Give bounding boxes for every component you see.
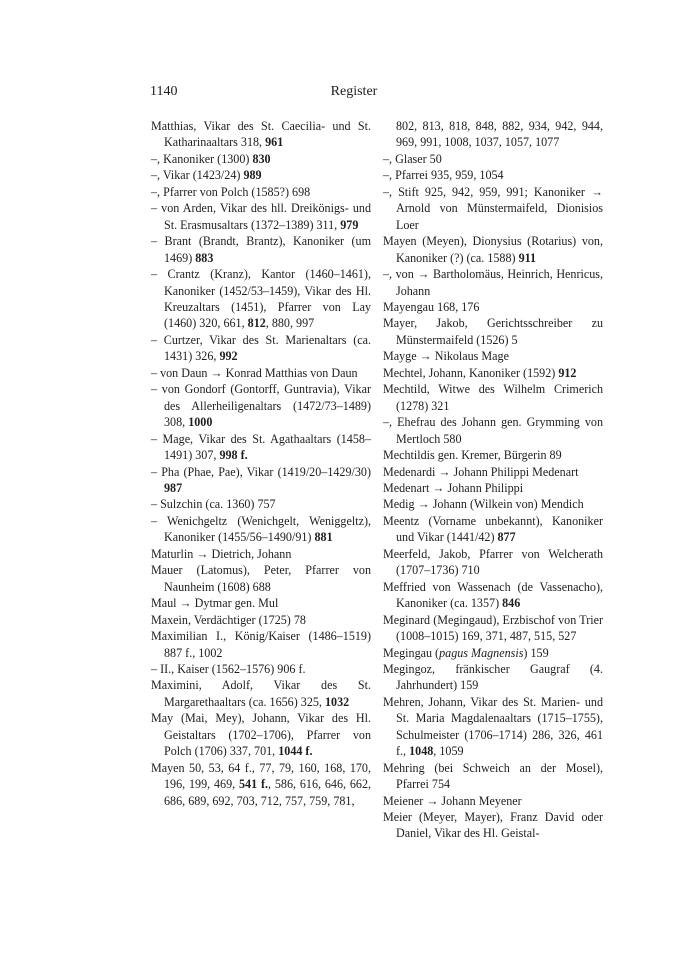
index-entry: –, Vikar (1423/24) 989 (151, 168, 262, 183)
index-entry: Matthias, Vikar des St. Caecilia- und St. Katharinaaltars 318, 961 (151, 119, 371, 150)
index-entry: – von Arden, Vikar des hll. Dreikönigs- und St. Erasmusaltars (1372–1389) 311, 979 (151, 201, 371, 232)
index-entry: – Sulzchin (ca. 1360) 757 (151, 497, 276, 512)
index-entry: Megingau (pagus Magnensis) 159 (383, 645, 549, 660)
index-entry: Medig → Johann (Wilkein von) Mendich (383, 497, 584, 512)
index-entry: – Wenichgeltz (Wenichgelt, Weniggeltz), Kanoniker (1455/56–1490/91) 881 (151, 513, 371, 545)
index-entry: Mehren, Johann, Vikar des St. Marien- und St. Maria Magdalenaaltars (1715–1755), Schulmeister (1706–1714) 286, 326, 461 f., 1048, 1059 (383, 694, 603, 759)
index-entry: Mauer (Latomus), Peter, Pfarrer von Naunheim (1608) 688 (151, 563, 371, 594)
index-entry: Meffried von Wassenach (de Vassenacho), Kanoniker (ca. 1357) 846 (383, 579, 603, 611)
index-entry: – von Gondorf (Gontorff, Guntravia), Vikar des Allerheiligenaltars (1472/73–1489) 308, 1000 (151, 382, 371, 430)
index-entry: May (Mai, Mey), Johann, Vikar des Hl. Geistaltars (1702–1706), Pfarrer von Polch (1706) 337, 701, 1044 f. (151, 711, 371, 759)
index-entry: Mayen (Meyen), Dionysius (Rotarius) von, Kanoniker (?) (ca. 1588) 911 (383, 234, 603, 265)
index-entry: – Brant (Brandt, Brantz), Kanoniker (um 1469) 883 (151, 234, 371, 265)
index-entry: Mechtildis gen. Kremer, Bürgerin 89 (383, 448, 562, 463)
page-header (138, 84, 570, 104)
index-entry: Mechtild, Witwe des Wilhelm Crimerich (1278) 321 (383, 382, 603, 413)
index-entry: – von Daun → Konrad Matthias von Daun (151, 365, 358, 380)
index-entry: Maximilian I., König/Kaiser (1486–1519) 887 f., 1002 (151, 629, 371, 660)
index-entry: –, Pfarrei 935, 959, 1054 (383, 168, 504, 183)
index-entry: Megingoz, fränkischer Gaugraf (4. Jahrhundert) 159 (383, 661, 603, 693)
index-entry: Maximini, Adolf, Vikar des St. Margarethaaltars (ca. 1656) 325, 1032 (151, 678, 371, 709)
index-entry: Meentz (Vorname unbekannt), Kanoniker und Vikar (1441/42) 877 (383, 513, 603, 545)
index-entry: Mechtel, Johann, Kanoniker (1592) 912 (383, 365, 577, 380)
index-entry: Meginard (Megingaud), Erzbischof von Trier (1008–1015) 169, 371, 487, 515, 527 (383, 612, 603, 644)
index-entry: Maul → Dytmar gen. Mul (151, 596, 279, 611)
index-entry: – II., Kaiser (1562–1576) 906 f. (151, 661, 306, 676)
index-entry: Mayen 50, 53, 64 f., 77, 79, 160, 168, 170, 196, 199, 469, 541 f., 586, 616, 646, 662, 686, 689, 692, 703, 712, 757, 759, 781, (151, 760, 372, 808)
index-entry: Meiener → Johann Meyener (383, 793, 522, 808)
index-entry: Mehring (bei Schweich an der Mosel), Pfarrei 754 (383, 760, 603, 792)
running-title: Register (330, 84, 378, 99)
index-entry: Mayge → Nikolaus Mage (383, 349, 509, 364)
index-entry: – Mage, Vikar des St. Agathaaltars (1458–1491) 307, 998 f. (151, 431, 371, 463)
index-entry: –, Pfarrer von Polch (1585?) 698 (151, 184, 311, 199)
index-entry: Mayer, Jakob, Gerichtsschreiber zu Münstermaifeld (1526) 5 (383, 316, 603, 347)
index-entry-continuation: 802, 813, 818, 848, 882, 934, 942, 944, 969, 991, 1008, 1037, 1057, 1077 (396, 119, 603, 150)
index-entry: Meerfeld, Jakob, Pfarrer von Welcherath (1707–1736) 710 (383, 546, 603, 578)
index-entry: Medenardi → Johann Philippi Medenart (383, 464, 579, 479)
index-entry: –, Stift 925, 942, 959, 991; Kanoniker → Arnold von Münstermaifeld, Dionisios Loer (383, 184, 603, 232)
index-entry: –, Glaser 50 (383, 151, 442, 166)
index-entry: – Curtzer, Vikar des St. Marienaltars (ca. 1431) 326, 992 (151, 332, 371, 364)
page-number: 1140 (150, 84, 178, 99)
index-entry: – Crantz (Kranz), Kantor (1460–1461), Kanoniker (1452/53–1459), Vikar des Hl. Kreuzaltars (1451), Pfarrer von Lay (1460) 320, 661, 812, 880, 997 (151, 267, 371, 331)
index-entry: Maxein, Verdächtiger (1725) 78 (151, 612, 306, 627)
index-entry: –, von → Bartholomäus, Heinrich, Henricus, Johann (383, 267, 603, 298)
index-entry: Maturlin → Dietrich, Johann (151, 546, 292, 561)
index-entry: Meier (Meyer, Mayer), Franz David oder Daniel, Vikar des Hl. Geistal- (383, 810, 603, 841)
index-entry: – Pha (Phae, Pae), Vikar (1419/20–1429/30) 987 (151, 464, 371, 495)
index-entry: Mayengau 168, 176 (383, 299, 480, 314)
index-entry: –, Ehefrau des Johann gen. Grymming von Mertloch 580 (383, 415, 603, 446)
index-entry: –, Kanoniker (1300) 830 (151, 151, 271, 166)
index-entry: Medenart → Johann Philippi (383, 480, 524, 495)
index-column-left (151, 118, 371, 809)
index-column-right (383, 118, 603, 842)
